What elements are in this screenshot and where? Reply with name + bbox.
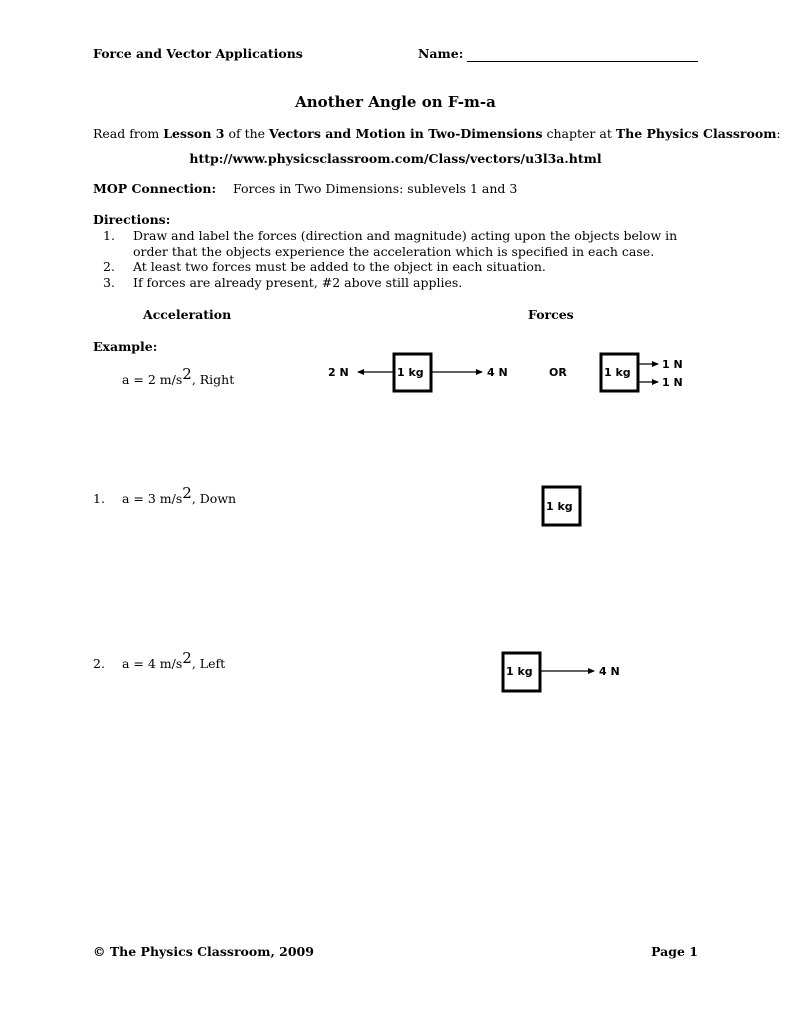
example-alt-force-bottom-label: 1 N bbox=[662, 376, 683, 389]
problem-1-acceleration bbox=[122, 483, 237, 506]
directions-item bbox=[93, 259, 693, 275]
read-from-line bbox=[93, 126, 781, 141]
read-from-t3: of the bbox=[224, 126, 270, 141]
example-force-diagram bbox=[320, 345, 700, 400]
acceleration-column-header: Acceleration bbox=[143, 307, 232, 322]
problem-1-accel-exp: 2 bbox=[182, 483, 192, 502]
example-or-label: OR bbox=[549, 366, 567, 379]
page-title: Another Angle on F-m-a bbox=[295, 93, 496, 111]
directions-item-text: At least two forces must be added to the object in each situation. bbox=[133, 259, 546, 274]
read-from-t1: Read from bbox=[93, 126, 164, 141]
read-from-lesson: Lesson 3 bbox=[163, 126, 225, 141]
directions-item-text: If forces are already present, #2 above still applies. bbox=[133, 274, 463, 290]
problem-1-number: 1. bbox=[93, 491, 105, 506]
directions-item bbox=[93, 275, 693, 291]
problem-1-accel-post: , Down bbox=[191, 491, 237, 506]
example-alt-mass-label: 1 kg bbox=[604, 366, 631, 379]
forces-column-header: Forces bbox=[528, 307, 574, 322]
example-mass-label: 1 kg bbox=[397, 366, 424, 379]
problem-2-accel-exp: 2 bbox=[182, 648, 192, 667]
directions-item-number: 1. bbox=[103, 228, 115, 243]
problem-2-mass-label: 1 kg bbox=[506, 665, 533, 678]
problem-1-mass-label: 1 kg bbox=[546, 500, 573, 513]
read-from-chapter: Vectors and Motion in Two-Dimensions bbox=[269, 126, 543, 141]
problem-1-diagram[interactable] bbox=[540, 484, 584, 528]
footer-page-number: Page 1 bbox=[651, 944, 698, 959]
problem-2-acceleration bbox=[122, 648, 226, 671]
read-from-site: The Physics Classroom bbox=[615, 126, 777, 141]
read-from-t5: chapter at bbox=[542, 126, 616, 141]
problem-2-accel-post: , Left bbox=[191, 656, 226, 671]
directions-item bbox=[93, 228, 693, 259]
read-from-t7: : bbox=[776, 126, 781, 141]
problem-2-number: 2. bbox=[93, 656, 105, 671]
name-label: Name: bbox=[418, 46, 464, 61]
example-label: Example: bbox=[93, 339, 158, 354]
example-accel-exp: 2 bbox=[182, 364, 192, 383]
example-acceleration bbox=[122, 364, 235, 387]
footer-copyright: © The Physics Classroom, 2009 bbox=[93, 944, 314, 959]
directions-label: Directions: bbox=[93, 212, 171, 227]
example-left-force-label: 2 N bbox=[328, 366, 349, 379]
directions-item-number: 2. bbox=[103, 259, 115, 274]
lesson-url[interactable]: http://www.physicsclassroom.com/Class/vectors/u3l3a.html bbox=[189, 151, 602, 166]
directions-item-text: Draw and label the forces (direction and magnitude) acting upon the objects below in order that the objects experience the acceleration which is specified in each case. bbox=[133, 228, 678, 259]
directions-list bbox=[93, 228, 693, 290]
problem-1-accel-pre: a = 3 m/s bbox=[122, 491, 183, 506]
mop-text: Forces in Two Dimensions: sublevels 1 and 3 bbox=[233, 181, 518, 196]
problem-2-diagram[interactable] bbox=[500, 650, 640, 694]
example-accel-pre: a = 2 m/s bbox=[122, 372, 183, 387]
name-blank-line[interactable] bbox=[467, 61, 698, 62]
example-right-force-label: 4 N bbox=[487, 366, 508, 379]
mop-label: MOP Connection: bbox=[93, 181, 217, 196]
example-alt-force-top-label: 1 N bbox=[662, 358, 683, 371]
header-left-title: Force and Vector Applications bbox=[93, 46, 303, 61]
example-accel-post: , Right bbox=[191, 372, 235, 387]
problem-2-force-label: 4 N bbox=[599, 665, 620, 678]
problem-2-accel-pre: a = 4 m/s bbox=[122, 656, 183, 671]
directions-item-number: 3. bbox=[103, 274, 115, 290]
